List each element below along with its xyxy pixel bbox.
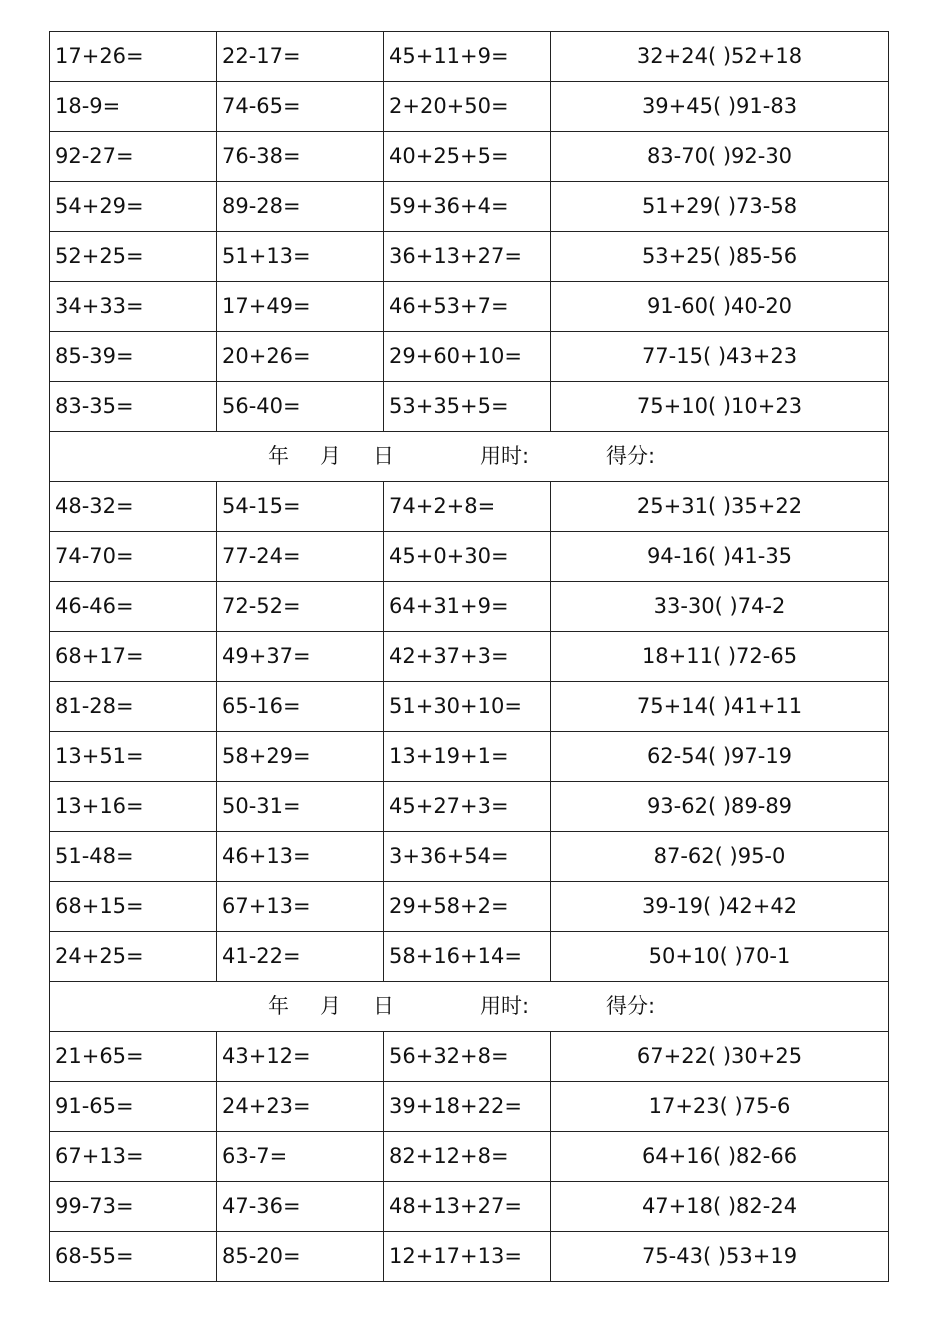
problem-row bbox=[50, 1182, 889, 1232]
problem-row bbox=[50, 732, 889, 782]
problem-row bbox=[50, 1082, 889, 1132]
arithmetic-problem-cell: 68-55= bbox=[50, 1232, 217, 1282]
arithmetic-problem-cell: 29+60+10= bbox=[384, 332, 551, 382]
arithmetic-problem-cell: 42+37+3= bbox=[384, 632, 551, 682]
comparison-problem-cell: 18+11( )72-65 bbox=[551, 632, 889, 682]
arithmetic-problem-cell: 36+13+27= bbox=[384, 232, 551, 282]
arithmetic-problem-cell: 12+17+13= bbox=[384, 1232, 551, 1282]
arithmetic-problem-cell: 52+25= bbox=[50, 232, 217, 282]
month-label: 月 bbox=[320, 994, 341, 1018]
arithmetic-problem-cell: 24+23= bbox=[217, 1082, 384, 1132]
problem-row bbox=[50, 932, 889, 982]
arithmetic-problem-cell: 74+2+8= bbox=[384, 482, 551, 532]
arithmetic-problem-cell: 13+19+1= bbox=[384, 732, 551, 782]
arithmetic-problem-cell: 45+27+3= bbox=[384, 782, 551, 832]
arithmetic-problem-cell: 56-40= bbox=[217, 382, 384, 432]
arithmetic-problem-cell: 77-24= bbox=[217, 532, 384, 582]
header-cell bbox=[50, 982, 889, 1032]
problem-row bbox=[50, 232, 889, 282]
arithmetic-problem-cell: 53+35+5= bbox=[384, 382, 551, 432]
problem-row bbox=[50, 1132, 889, 1182]
arithmetic-problem-cell: 47-36= bbox=[217, 1182, 384, 1232]
comparison-problem-cell: 75+14( )41+11 bbox=[551, 682, 889, 732]
problem-row bbox=[50, 382, 889, 432]
arithmetic-problem-cell: 50-31= bbox=[217, 782, 384, 832]
arithmetic-problem-cell: 54+29= bbox=[50, 182, 217, 232]
arithmetic-problem-cell: 29+58+2= bbox=[384, 882, 551, 932]
comparison-problem-cell: 39-19( )42+42 bbox=[551, 882, 889, 932]
arithmetic-problem-cell: 99-73= bbox=[50, 1182, 217, 1232]
comparison-problem-cell: 64+16( )82-66 bbox=[551, 1132, 889, 1182]
problem-row bbox=[50, 632, 889, 682]
arithmetic-problem-cell: 46+13= bbox=[217, 832, 384, 882]
arithmetic-problem-cell: 13+16= bbox=[50, 782, 217, 832]
comparison-problem-cell: 62-54( )97-19 bbox=[551, 732, 889, 782]
arithmetic-problem-cell: 72-52= bbox=[217, 582, 384, 632]
arithmetic-problem-cell: 13+51= bbox=[50, 732, 217, 782]
problem-row bbox=[50, 1232, 889, 1282]
arithmetic-problem-cell: 3+36+54= bbox=[384, 832, 551, 882]
arithmetic-problem-cell: 76-38= bbox=[217, 132, 384, 182]
arithmetic-problem-cell: 48+13+27= bbox=[384, 1182, 551, 1232]
time-used-label: 用时: bbox=[480, 994, 530, 1018]
arithmetic-problem-cell: 74-70= bbox=[50, 532, 217, 582]
arithmetic-problem-cell: 67+13= bbox=[217, 882, 384, 932]
arithmetic-problem-cell: 34+33= bbox=[50, 282, 217, 332]
arithmetic-problem-cell: 43+12= bbox=[217, 1032, 384, 1082]
comparison-problem-cell: 94-16( )41-35 bbox=[551, 532, 889, 582]
arithmetic-problem-cell: 65-16= bbox=[217, 682, 384, 732]
comparison-problem-cell: 32+24( )52+18 bbox=[551, 32, 889, 82]
problem-row bbox=[50, 32, 889, 82]
comparison-problem-cell: 93-62( )89-89 bbox=[551, 782, 889, 832]
arithmetic-problem-cell: 22-17= bbox=[217, 32, 384, 82]
problem-row bbox=[50, 582, 889, 632]
arithmetic-problem-cell: 17+26= bbox=[50, 32, 217, 82]
problem-row bbox=[50, 882, 889, 932]
arithmetic-problem-cell: 83-35= bbox=[50, 382, 217, 432]
year-label: 年 bbox=[268, 994, 289, 1018]
arithmetic-problem-cell: 39+18+22= bbox=[384, 1082, 551, 1132]
arithmetic-problem-cell: 20+26= bbox=[217, 332, 384, 382]
header-cell bbox=[50, 432, 889, 482]
problem-row bbox=[50, 332, 889, 382]
comparison-problem-cell: 91-60( )40-20 bbox=[551, 282, 889, 332]
date-time-score-header-row bbox=[50, 432, 889, 482]
arithmetic-problem-cell: 59+36+4= bbox=[384, 182, 551, 232]
comparison-problem-cell: 83-70( )92-30 bbox=[551, 132, 889, 182]
problem-row bbox=[50, 682, 889, 732]
problem-row bbox=[50, 532, 889, 582]
arithmetic-problem-cell: 51-48= bbox=[50, 832, 217, 882]
month-label: 月 bbox=[320, 444, 341, 468]
arithmetic-problem-cell: 2+20+50= bbox=[384, 82, 551, 132]
arithmetic-problem-cell: 67+13= bbox=[50, 1132, 217, 1182]
comparison-problem-cell: 25+31( )35+22 bbox=[551, 482, 889, 532]
problem-row bbox=[50, 782, 889, 832]
score-label: 得分: bbox=[606, 994, 656, 1018]
arithmetic-problem-cell: 51+30+10= bbox=[384, 682, 551, 732]
comparison-problem-cell: 75+10( )10+23 bbox=[551, 382, 889, 432]
date-time-score-header-row bbox=[50, 982, 889, 1032]
problem-row bbox=[50, 182, 889, 232]
arithmetic-problem-cell: 85-20= bbox=[217, 1232, 384, 1282]
comparison-problem-cell: 75-43( )53+19 bbox=[551, 1232, 889, 1282]
arithmetic-problem-cell: 68+15= bbox=[50, 882, 217, 932]
arithmetic-problem-cell: 74-65= bbox=[217, 82, 384, 132]
worksheet-table bbox=[49, 31, 889, 1282]
comparison-problem-cell: 17+23( )75-6 bbox=[551, 1082, 889, 1132]
comparison-problem-cell: 87-62( )95-0 bbox=[551, 832, 889, 882]
comparison-problem-cell: 67+22( )30+25 bbox=[551, 1032, 889, 1082]
problem-row bbox=[50, 832, 889, 882]
arithmetic-problem-cell: 45+11+9= bbox=[384, 32, 551, 82]
arithmetic-problem-cell: 92-27= bbox=[50, 132, 217, 182]
problem-row bbox=[50, 482, 889, 532]
arithmetic-problem-cell: 41-22= bbox=[217, 932, 384, 982]
comparison-problem-cell: 39+45( )91-83 bbox=[551, 82, 889, 132]
arithmetic-problem-cell: 68+17= bbox=[50, 632, 217, 682]
problem-row bbox=[50, 132, 889, 182]
arithmetic-problem-cell: 24+25= bbox=[50, 932, 217, 982]
arithmetic-problem-cell: 40+25+5= bbox=[384, 132, 551, 182]
comparison-problem-cell: 51+29( )73-58 bbox=[551, 182, 889, 232]
year-label: 年 bbox=[268, 444, 289, 468]
arithmetic-problem-cell: 82+12+8= bbox=[384, 1132, 551, 1182]
arithmetic-problem-cell: 58+16+14= bbox=[384, 932, 551, 982]
problem-row bbox=[50, 282, 889, 332]
comparison-problem-cell: 77-15( )43+23 bbox=[551, 332, 889, 382]
arithmetic-problem-cell: 58+29= bbox=[217, 732, 384, 782]
arithmetic-problem-cell: 51+13= bbox=[217, 232, 384, 282]
arithmetic-problem-cell: 63-7= bbox=[217, 1132, 384, 1182]
comparison-problem-cell: 53+25( )85-56 bbox=[551, 232, 889, 282]
arithmetic-problem-cell: 91-65= bbox=[50, 1082, 217, 1132]
arithmetic-problem-cell: 46+53+7= bbox=[384, 282, 551, 332]
problem-row bbox=[50, 82, 889, 132]
arithmetic-problem-cell: 89-28= bbox=[217, 182, 384, 232]
arithmetic-problem-cell: 21+65= bbox=[50, 1032, 217, 1082]
score-label: 得分: bbox=[606, 444, 656, 468]
problem-row bbox=[50, 1032, 889, 1082]
day-label: 日 bbox=[373, 444, 394, 468]
time-used-label: 用时: bbox=[480, 444, 530, 468]
comparison-problem-cell: 47+18( )82-24 bbox=[551, 1182, 889, 1232]
arithmetic-problem-cell: 49+37= bbox=[217, 632, 384, 682]
arithmetic-problem-cell: 46-46= bbox=[50, 582, 217, 632]
arithmetic-problem-cell: 18-9= bbox=[50, 82, 217, 132]
arithmetic-problem-cell: 56+32+8= bbox=[384, 1032, 551, 1082]
arithmetic-problem-cell: 64+31+9= bbox=[384, 582, 551, 632]
arithmetic-problem-cell: 85-39= bbox=[50, 332, 217, 382]
comparison-problem-cell: 33-30( )74-2 bbox=[551, 582, 889, 632]
day-label: 日 bbox=[373, 994, 394, 1018]
arithmetic-problem-cell: 45+0+30= bbox=[384, 532, 551, 582]
arithmetic-problem-cell: 17+49= bbox=[217, 282, 384, 332]
arithmetic-problem-cell: 48-32= bbox=[50, 482, 217, 532]
arithmetic-problem-cell: 81-28= bbox=[50, 682, 217, 732]
comparison-problem-cell: 50+10( )70-1 bbox=[551, 932, 889, 982]
arithmetic-problem-cell: 54-15= bbox=[217, 482, 384, 532]
